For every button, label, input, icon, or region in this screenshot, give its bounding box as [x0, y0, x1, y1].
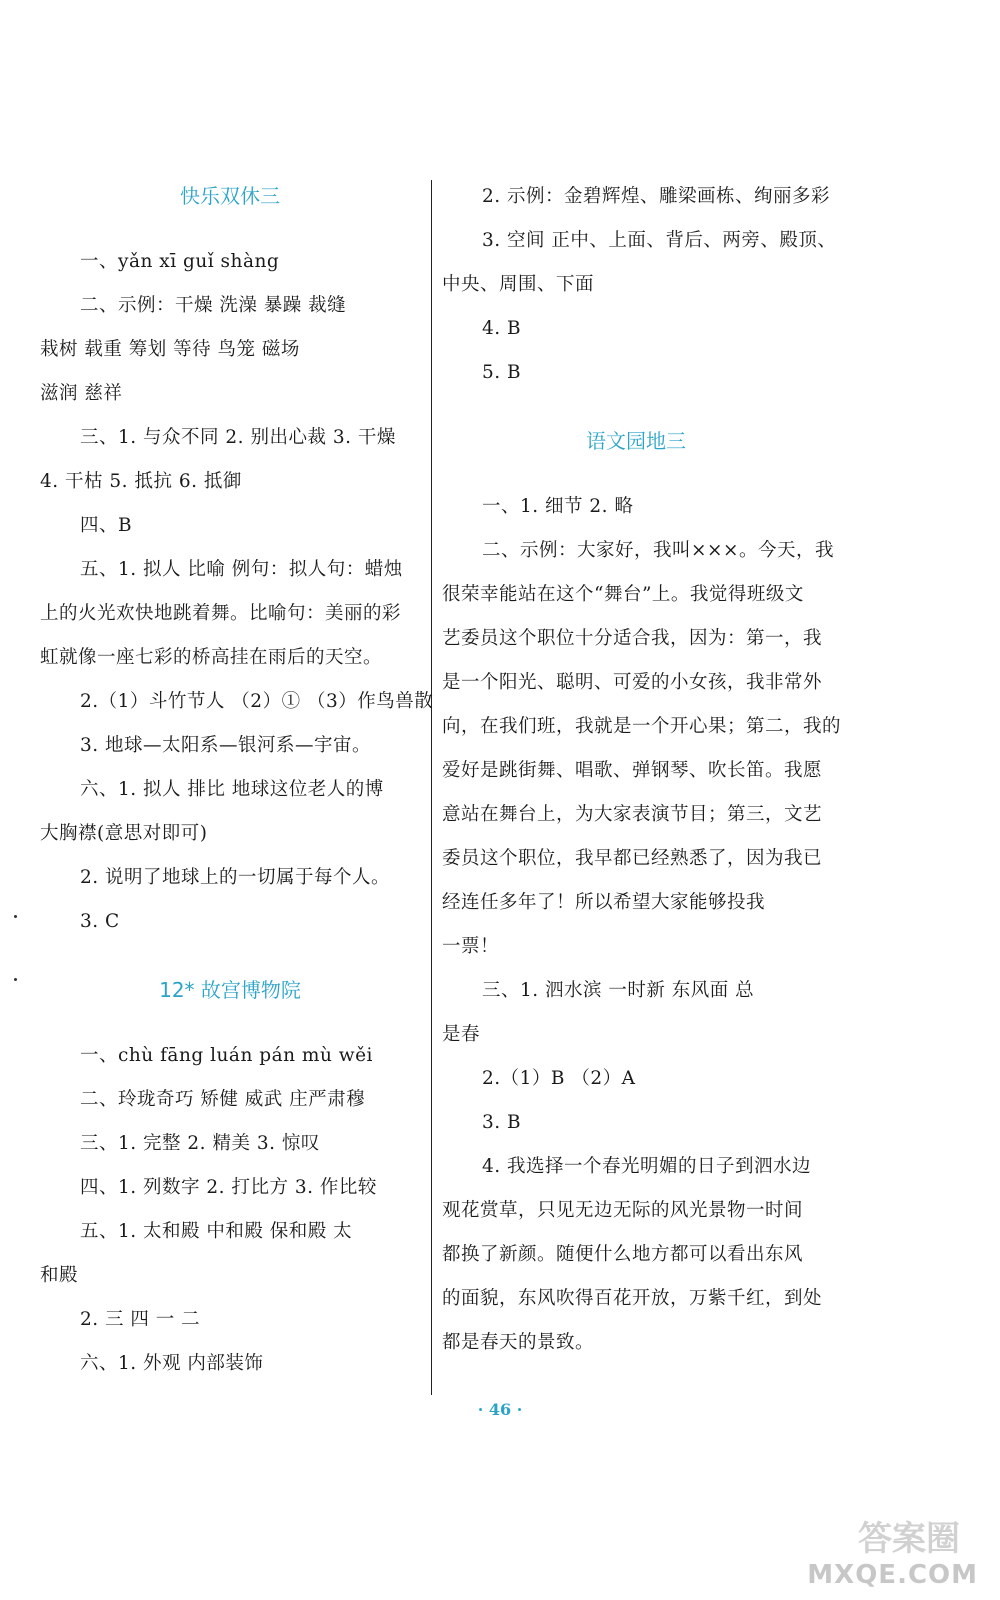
- answer-line: 四、1. 列数字 2. 打比方 3. 作比较: [80, 1177, 377, 1198]
- answer-line: 5. B: [482, 362, 522, 383]
- page-number: · 46 ·: [477, 1400, 523, 1419]
- answer-line: 观花赏草，只见无边无际的风光景物一时间: [442, 1200, 804, 1221]
- answer-line: 六、1. 外观 内部装饰: [80, 1353, 264, 1374]
- answer-line: 是春: [442, 1024, 481, 1045]
- answer-line: 六、1. 拟人 排比 地球这位老人的博: [80, 779, 384, 800]
- answer-line: 上的火光欢快地跳着舞。比喻句：美丽的彩: [40, 603, 402, 624]
- speck: [14, 978, 17, 981]
- answer-line: 大胸襟(意思对即可): [40, 823, 208, 844]
- answer-line: 4. B: [482, 318, 522, 339]
- answer-line: 3. B: [482, 1112, 522, 1133]
- section-title: 快乐双休三: [180, 184, 280, 208]
- answer-line: 五、1. 太和殿 中和殿 保和殿 太: [80, 1221, 353, 1242]
- answer-line: 一、1. 细节 2. 略: [482, 496, 634, 517]
- answer-line: 一、chù fāng luán pán mù wěi: [80, 1045, 373, 1066]
- answer-line: 滋润 慈祥: [40, 383, 123, 404]
- answer-line: 一、yǎn xī guǐ shàng: [80, 251, 280, 272]
- answer-line: 虹就像一座七彩的桥高挂在雨后的天空。: [40, 647, 383, 668]
- answer-line: 向，在我们班，我就是一个开心果；第二，我的: [442, 716, 842, 737]
- answer-line: 是一个阳光、聪明、可爱的小女孩，我非常外: [442, 672, 823, 693]
- answer-line: 委员这个职位，我早都已经熟悉了，因为我已: [442, 848, 823, 869]
- answer-line: 4. 干枯 5. 抵抗 6. 抵御: [40, 471, 242, 492]
- watermark-url: MXQE.COM: [807, 1560, 978, 1590]
- answer-line: 4. 我选择一个春光明媚的日子到泗水边: [482, 1156, 812, 1177]
- answer-line: 2. 说明了地球上的一切属于每个人。: [80, 867, 391, 888]
- answer-line: 三、1. 泗水滨 一时新 东风面 总: [482, 980, 755, 1001]
- section-title: 12* 故宫博物院: [159, 978, 301, 1002]
- answer-line: 2.（1）B （2）A: [482, 1068, 636, 1089]
- answer-line: 3. C: [80, 911, 120, 932]
- answer-line: 一票！: [442, 936, 500, 957]
- answer-line: 2. 三 四 一 二: [80, 1309, 201, 1330]
- speck: [14, 915, 17, 918]
- answer-line: 三、1. 与众不同 2. 别出心裁 3. 干燥: [80, 427, 396, 448]
- right-column: [442, 175, 842, 1365]
- answer-line: 二、示例：干燥 洗澡 暴躁 裁缝: [80, 295, 347, 316]
- answer-line: 三、1. 完整 2. 精美 3. 惊叹: [80, 1133, 320, 1154]
- answer-line: 2. 示例：金碧辉煌、雕梁画栋、绚丽多彩: [482, 186, 831, 207]
- answer-line: 艺委员这个职位十分适合我，因为：第一，我: [442, 628, 823, 649]
- column-divider: [431, 180, 432, 1395]
- answer-line: 五、1. 拟人 比喻 例句：拟人句：蜡烛: [80, 559, 403, 580]
- watermark-logo: 答案圈: [858, 1519, 960, 1559]
- left-column: [40, 170, 434, 1386]
- answer-line: 意站在舞台上，为大家表演节目；第三，文艺: [442, 804, 823, 825]
- answer-line: 2.（1）斗竹节人 （2）① （3）作鸟兽散: [80, 691, 434, 712]
- answer-line: 栽树 载重 筹划 等待 鸟笼 磁场: [40, 339, 300, 360]
- section-title: 语文园地三: [586, 429, 686, 453]
- answer-line: 的面貌，东风吹得百花开放，万紫千红，到处: [442, 1288, 823, 1309]
- answer-line: 爱好是跳街舞、唱歌、弹钢琴、吹长笛。我愿: [442, 760, 823, 781]
- answer-line: 都换了新颜。随便什么地方都可以看出东风: [442, 1244, 804, 1265]
- answer-line: 和殿: [40, 1265, 79, 1286]
- answer-line: 四、B: [80, 515, 133, 536]
- answer-line: 二、示例：大家好，我叫×××。今天，我: [482, 540, 835, 561]
- answer-line: 都是春天的景致。: [442, 1332, 595, 1353]
- answer-line: 3. 空间 正中、上面、背后、两旁、殿顶、: [482, 230, 837, 251]
- answer-line: 中央、周围、下面: [442, 274, 595, 295]
- answer-line: 很荣幸能站在这个“舞台”上。我觉得班级文: [442, 584, 804, 605]
- answer-line: 3. 地球—太阳系—银河系—宇宙。: [80, 735, 372, 756]
- answer-line: 经连任多年了！所以希望大家能够投我: [442, 892, 766, 913]
- answer-line: 二、玲珑奇巧 矫健 威武 庄严肃穆: [80, 1089, 366, 1110]
